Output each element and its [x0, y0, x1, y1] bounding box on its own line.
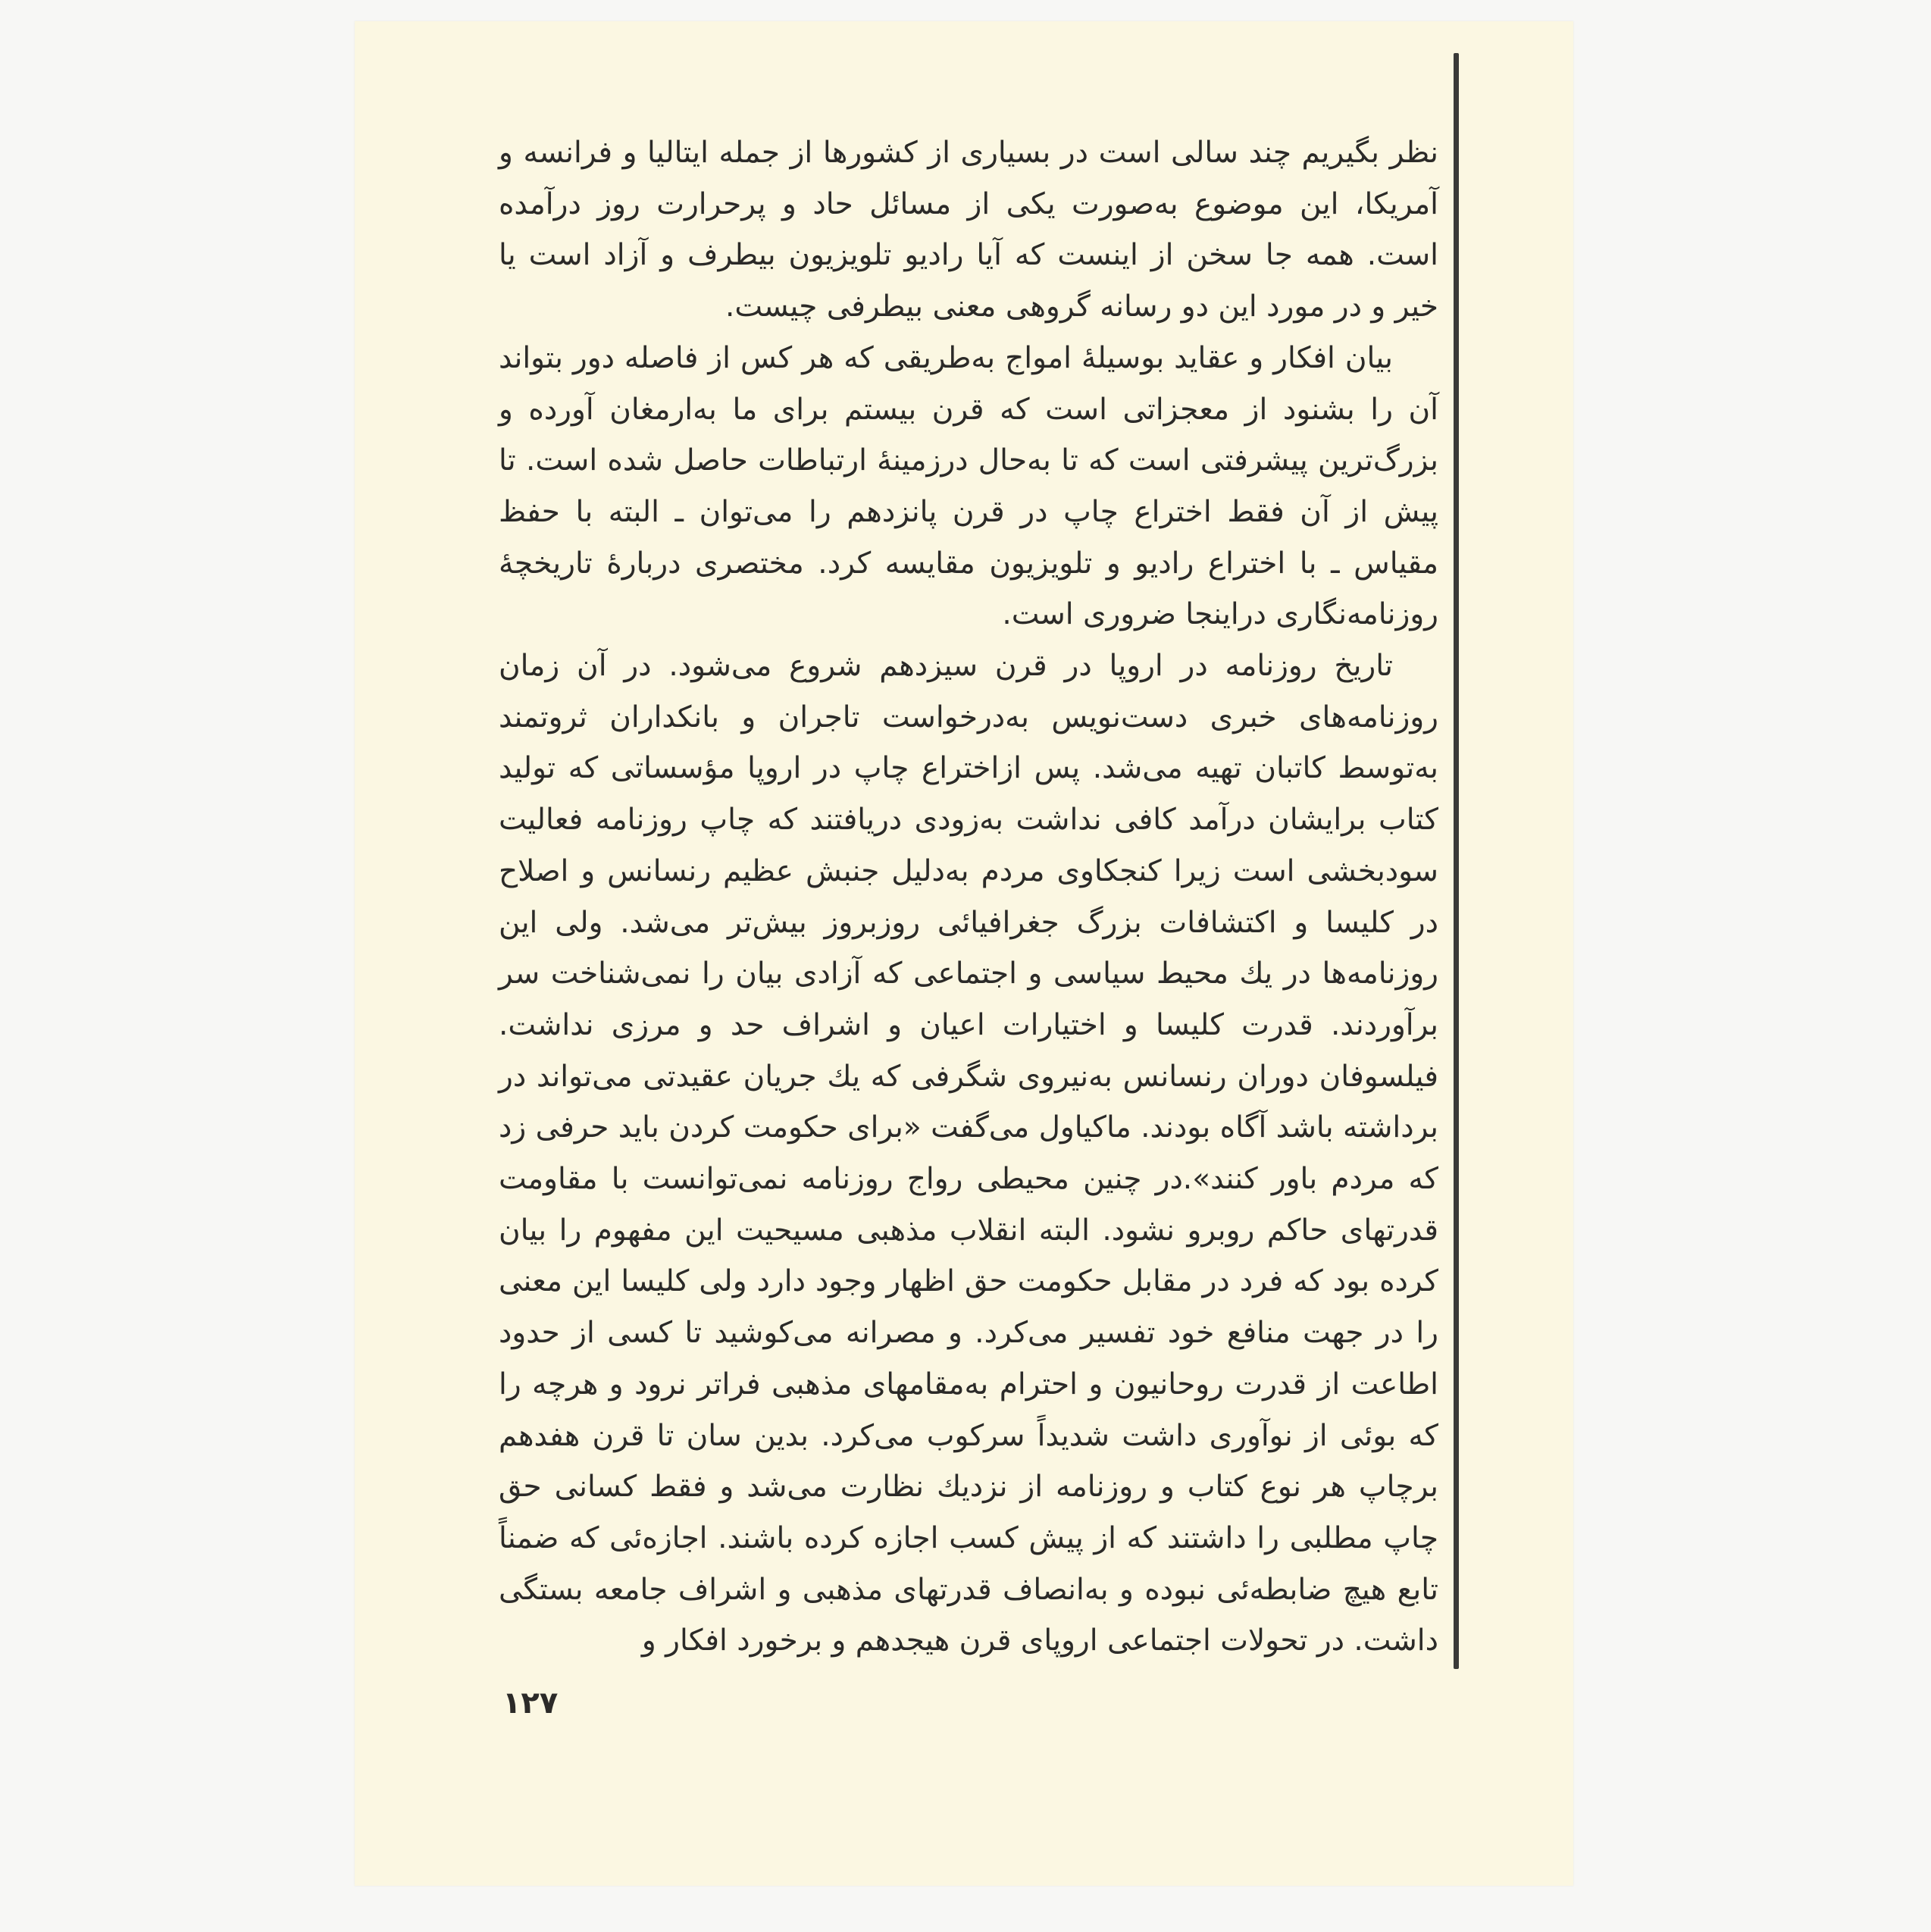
page-number: ۱۲۷: [502, 1686, 559, 1721]
book-page: [355, 21, 1573, 1886]
paragraph-3: تاریخ روزنامه در اروپا در قرن سیزدهم شروع می‌شود. در آن زمان روزنامه‌های خبری دست‌نویس به‌درخواست تاجران و بانکداران ثروتمند به‌توسط کاتبان تهیه می‌شد. پس ازاختراع چاپ در اروپا مؤسساتی که تولید کتاب برایشان درآمد کافی نداشت به‌زودی دریافتند که چاپ روزنامه فعالیت سودبخشی است زیرا کنجکاوی مردم به‌دلیل جنبش عظیم رنسانس و اصلاح در کلیسا و اکتشافات بزرگ جغرافیائی روزبروز بیش‌تر می‌شد. ولی این روزنامه‌ها در یك محیط سیاسی و اجتماعی که آزادی بیان را نمی‌شناخت سر برآوردند. قدرت کلیسا و اختیارات اعیان و اشراف حد و مرزی نداشت. فیلسوفان دوران رنسانس به‌نیروی شگرفی که یك جریان عقیدتی می‌تواند در برداشته باشد آگاه بودند. ماکیاول می‌گفت «برای حکومت کردن باید حرفی زد که مردم باور کنند».در چنین محیطی رواج روزنامه نمی‌توانست با مقاومت قدرتهای حاکم روبرو نشود. البته انقلاب مذهبی مسیحیت این مفهوم را بیان کرده بود که فرد در مقابل حکومت حق اظهار وجود دارد ولی کلیسا این معنی را در جهت منافع خود تفسیر می‌کرد. و مصرانه می‌کوشید تا کسی از حدود اطاعت از قدرت روحانیون و احترام به‌مقامهای مذهبی فراتر نرود و هرچه را که بوئی از نوآوری داشت شدیداً سرکوب می‌کرد. بدین سان تا قرن هفدهم برچاپ هر نوع کتاب و روزنامه از نزدیك نظارت می‌شد و فقط کسانی حق چاپ مطلبی را داشتند که از پیش کسب اجازه کرده باشند. اجازه‌ئی که ضمناً تابع هیچ ضابطه‌ئی نبوده و به‌انصاف قدرتهای مذهبی و اشراف جامعه بستگی داشت. در تحولات اجتماعی اروپای قرن هیجدهم و برخورد افکار و: [499, 649, 1438, 1658]
body-text: [499, 127, 1438, 1667]
paragraph-2: بیان افکار و عقاید بوسیلهٔ امواج به‌طریقی که هر کس از فاصله دور بتواند آن را بشنود از معجزاتی است که قرن بیستم برای ما به‌ارمغان آورده و بزرگ‌ترین پیشرفتی است که تا به‌حال درزمینهٔ ارتباطات حاصل شده است. تا پیش از آن فقط اختراع چاپ در قرن پانزدهم را می‌توان ـ البته با حفظ مقیاس ـ با اختراع رادیو و تلویزیون مقایسه کرد. مختصری دربارهٔ تاریخچهٔ روزنامه‌نگاری دراینجا ضروری است.: [499, 340, 1438, 632]
paragraph-1: نظر بگیریم چند سالی است در بسیاری از کشورها از جمله ایتالیا و فرانسه و آمریکا، این موضوع به‌صورت یکی از مسائل حاد و پرحرارت روز درآمده است. همه جا سخن از اینست که آیا رادیو تلویزیون بیطرف و آزاد است یا خیر و در مورد این دو رسانه گروهی معنی بیطرفی چیست.: [499, 136, 1438, 324]
margin-rule: [1454, 53, 1459, 1669]
